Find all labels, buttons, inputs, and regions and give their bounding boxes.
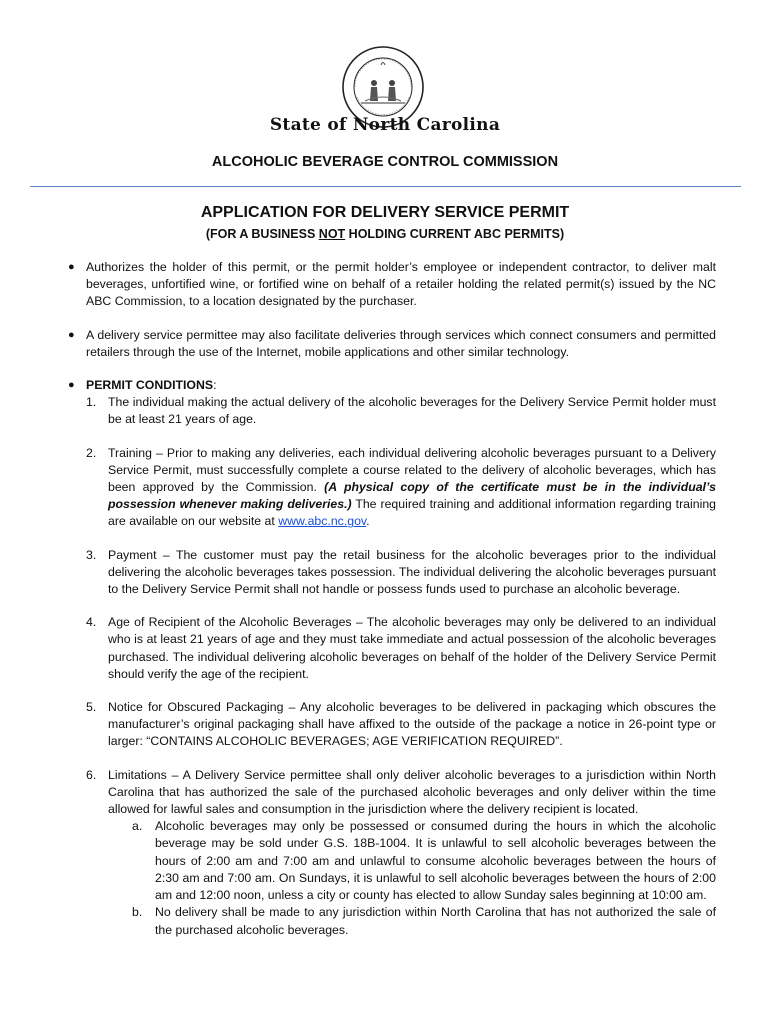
bullet-facilitate — [66, 327, 716, 361]
condition-text: Age of Recipient of the Alcoholic Beverages – The alcoholic beverages may only be delivered to an individual who is at least 21 years of age and they must take immediate and actual possession of the alcoholic beverages purchased. The individual delivering alcoholic beverages on behalf of the holder of the Delivery Service Permit should verify the age of the recipient. — [108, 615, 716, 681]
bullet-icon: ● — [68, 328, 75, 341]
bullet-text: Authorizes the holder of this permit, or the permit holder’s employee or independent contractor, to deliver malt beverages, unfortified wine, or fortified wine on behalf of a retailer holding the related permit(s) issued by the NC ABC Commission, to a location designated by the purchaser. — [86, 260, 716, 309]
condition-text: The required training and additional information regarding training are available on our website at — [108, 497, 716, 529]
subtitle-part: (FOR A BUSINESS — [205, 227, 319, 241]
sub-text: Alcoholic beverages may only be possessed or consumed during the hours in which the alcoholic beverage may be sold under G.S. 18B-1004. It is unlawful to sell alcoholic beverages between the hours of 2:00 am and 7:00 am and unlawful to consume alcoholic beverages between the hours of 2:30 am and 7:00 am. On Sundays, it is unlawful to sell alcoholic beverages between the hours of 2:00 am and 12:00 noon, unless a city or county has elected to allow Sunday sales beginning at 10:00 am. — [155, 819, 716, 903]
bullet-icon: ● — [68, 379, 75, 392]
condition-number: 6. — [86, 767, 97, 782]
condition-2 — [66, 445, 716, 531]
condition-6a — [66, 818, 716, 904]
bullet-permit-conditions — [66, 377, 716, 394]
condition-text: . — [366, 514, 370, 529]
header-divider — [30, 186, 741, 187]
bullet-authorizes — [66, 259, 716, 311]
bullet-icon: ● — [68, 261, 75, 273]
certificate-notice: (A physical copy of the certificate must be in the individual’s possession whenever making deliveries.) — [108, 480, 717, 512]
state-name: State of North Carolina — [269, 115, 501, 135]
condition-1 — [66, 394, 716, 428]
condition-number: 4. — [86, 615, 97, 630]
bullet-text: A delivery service permittee may also facilitate deliveries through services which connect consumers and permitted retailers through the use of the Internet, mobile applications and other similar technology. — [86, 327, 716, 359]
condition-number: 3. — [86, 547, 97, 562]
condition-4 — [66, 614, 716, 683]
condition-6b — [66, 904, 716, 938]
condition-text: Notice for Obscured Packaging – Any alcoholic beverages to be delivered in packaging which obscures the manufacturer’s original packaging shall have affixed to the outside of the package a notice in 26-point type or larger: “CONTAINS ALCOHOLIC BEVERAGES; AGE VERIFICATION REQUIRED”. — [108, 700, 716, 749]
condition-text: Training – Prior to making any deliveries, each individual delivering alcoholic beverages pursuant to a Delivery Service Permit, must successfully complete a course related to the delivery of alcoholic beverages, which has been approved by the Commission. — [108, 445, 716, 495]
condition-number: 2. — [86, 445, 97, 460]
condition-text: Payment – The customer must pay the retail business for the alcoholic beverages prior to the individual delivering the alcoholic beverages takes possession. The individual delivering the alcoholic beverages pursuant to the Delivery Service Permit shall not handle or possess funds used to purchase an alcoholic beverage. — [108, 547, 716, 597]
page-subtitle — [0, 227, 770, 241]
conditions-colon: : — [213, 378, 217, 393]
document-body — [66, 259, 716, 939]
sub-letter: a. — [132, 819, 143, 834]
sub-text: No delivery shall be made to any jurisdiction within North Carolina that has not authorized the sale of the purchased alcoholic beverages. — [155, 905, 716, 937]
condition-3 — [66, 547, 716, 599]
abc-website-link[interactable]: www.abc.nc.gov — [278, 514, 367, 529]
condition-5 — [66, 699, 716, 751]
condition-number: 5. — [86, 700, 97, 715]
agency-name: ALCOHOLIC BEVERAGE CONTROL COMMISSION — [211, 154, 559, 170]
page-title: APPLICATION FOR DELIVERY SERVICE PERMIT — [200, 204, 570, 221]
condition-6 — [66, 767, 716, 939]
condition-text: The individual making the actual delivery of the alcoholic beverages for the Delivery Service Permit holder must be at least 21 years of age. — [108, 395, 716, 427]
conditions-heading: PERMIT CONDITIONS — [86, 378, 214, 393]
subtitle-part: HOLDING CURRENT ABC PERMITS) — [345, 227, 565, 241]
condition-text: Limitations – A Delivery Service permittee shall only deliver alcoholic beverages to a jurisdiction within North Carolina that has authorized the sale of the purchased alcoholic beverages and only deliver within the time allowed for lawful sales and consumption in the jurisdiction where the delivery recipient is located. — [108, 767, 716, 817]
condition-number: 1. — [86, 395, 97, 410]
sub-letter: b. — [132, 905, 143, 920]
subtitle-underlined: NOT — [318, 227, 346, 241]
